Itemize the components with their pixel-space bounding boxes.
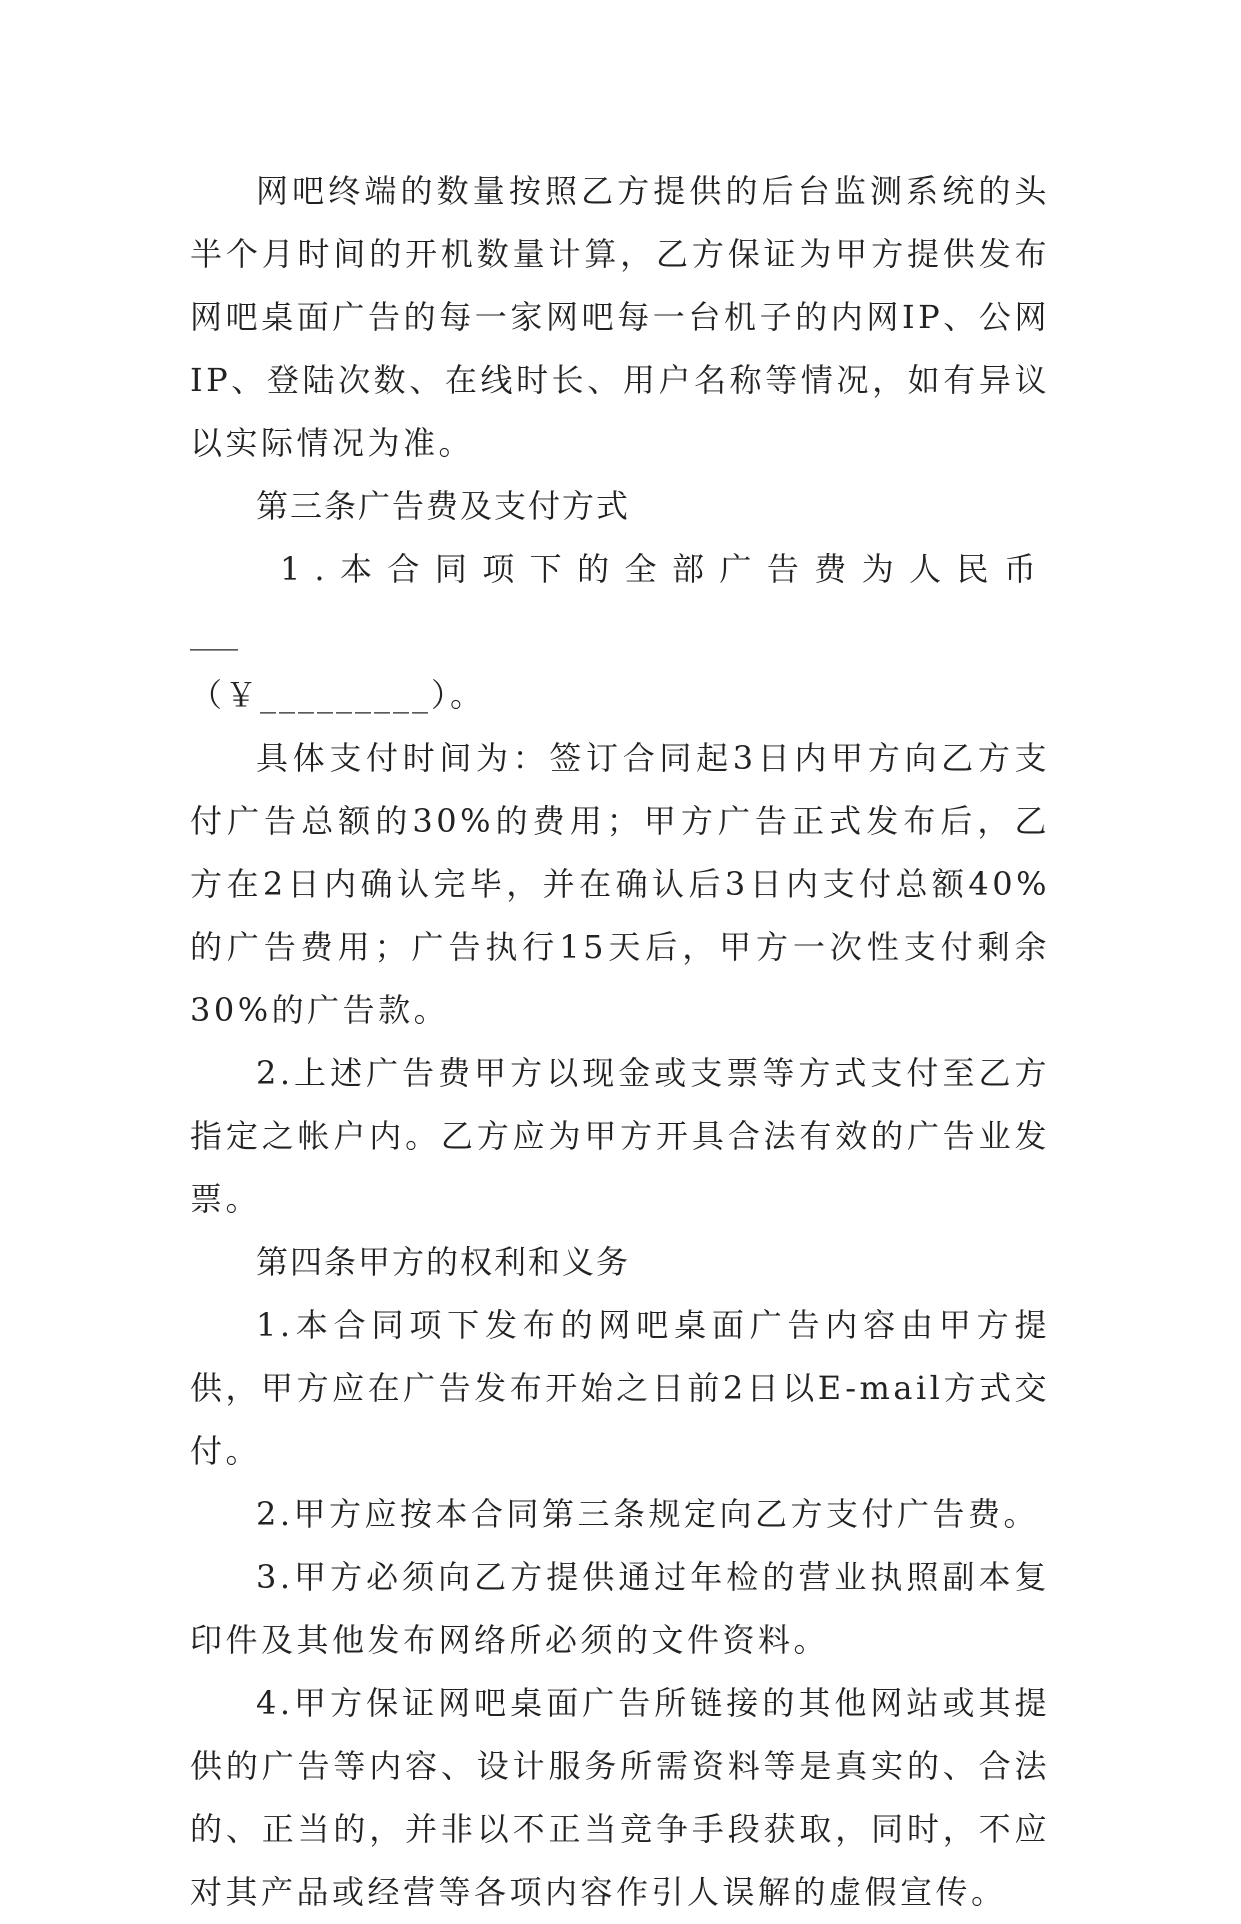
document-page (190, 160, 1050, 1924)
paragraph-terminal-count: 网吧终端的数量按照乙方提供的后台监测系统的头半个月时间的开机数量计算，乙方保证为甲方提供发布网吧桌面广告的每一家网吧每一台机子的内网IP、公网IP、登陆次数、在线时长、用户名称等情况，如有异议以实际情况为准。 (190, 172, 1050, 462)
article-3-heading: 第三条广告费及支付方式 (256, 487, 631, 525)
paragraph-party-a-duty-4: 4.甲方保证网吧桌面广告所链接的其他网站或其提供的广告等内容、设计服务所需资料等是真实的、合法的、正当的，并非以不正当竞争手段获取，同时，不应对其产品或经营等各项内容作引人误解的虚假宣传。 (190, 1684, 1050, 1911)
total-fee-text: 1.本合同项下的全部广告费为人民币 (280, 550, 1050, 588)
paragraph-party-a-duty-3: 3.甲方必须向乙方提供通过年检的营业执照副本复印件及其他发布网络所必须的文件资料。 (190, 1558, 1050, 1659)
total-fee-amount: （￥_________）。 (190, 676, 486, 714)
total-fee-blank: ___ (190, 613, 238, 651)
paragraph-payment-method: 2.上述广告费甲方以现金或支票等方式支付至乙方指定之帐户内。乙方应为甲方开具合法有效的广告业发票。 (190, 1054, 1050, 1218)
paragraph-party-a-duty-2: 2.甲方应按本合同第三条规定向乙方支付广告费。 (256, 1495, 1040, 1533)
paragraph-payment-schedule: 具体支付时间为：签订合同起3日内甲方向乙方支付广告总额的30%的费用；甲方广告正式发布后，乙方在2日内确认完毕，并在确认后3日内支付总额40%的广告费用；广告执行15天后，甲方一次性支付剩余30%的广告款。 (190, 739, 1050, 1029)
article-4-heading: 第四条甲方的权利和义务 (256, 1243, 631, 1281)
paragraph-total-fee (190, 538, 1050, 727)
paragraph-party-a-duty-1: 1.本合同项下发布的网吧桌面广告内容由甲方提供，甲方应在广告发布开始之日前2日以E-mail方式交付。 (190, 1306, 1050, 1470)
